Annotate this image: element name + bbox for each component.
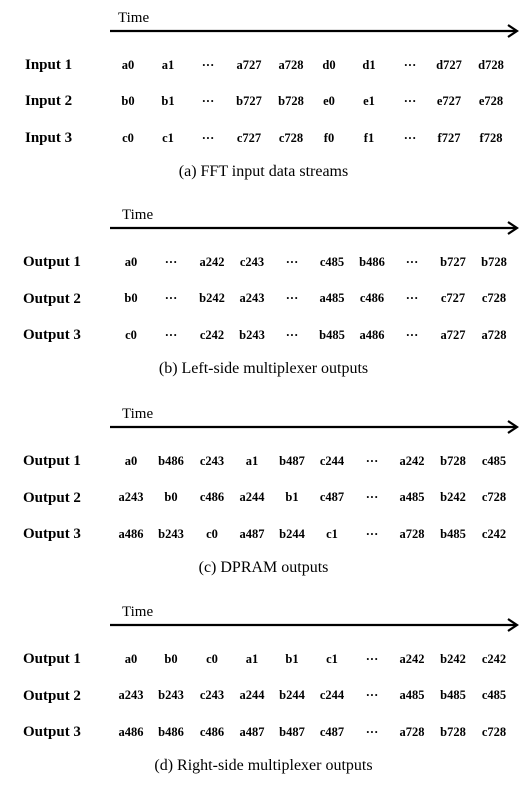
data-cell: b244 (279, 688, 305, 702)
data-cell: c728 (481, 490, 507, 504)
data-cell: a244 (239, 490, 265, 504)
data-cell: c243 (199, 454, 225, 468)
data-cell: b243 (158, 527, 184, 541)
data-cell: a485 (399, 490, 425, 504)
data-cell: b243 (158, 688, 184, 702)
ellipsis-cell: ··· (164, 255, 178, 269)
data-cell: c486 (199, 490, 225, 504)
ellipsis-cell: ··· (365, 688, 379, 702)
data-cell: c728 (481, 291, 507, 305)
data-cell: f727 (437, 131, 461, 145)
data-cell: c485 (481, 454, 507, 468)
data-cell: b1 (285, 490, 299, 504)
data-cell: a728 (399, 725, 425, 739)
data-cell: b1 (161, 94, 175, 108)
row-label: Output 1 (23, 453, 81, 469)
data-cell: e0 (323, 94, 335, 108)
data-cell: c728 (481, 725, 507, 739)
data-cell: b727 (440, 255, 466, 269)
ellipsis-cell: ··· (403, 131, 417, 145)
row-label: Output 2 (23, 291, 81, 307)
data-cell: d1 (362, 58, 376, 72)
ellipsis-cell: ··· (201, 58, 215, 72)
data-cell: b244 (279, 527, 305, 541)
time-label: Time (122, 604, 154, 620)
data-cell: b0 (164, 490, 178, 504)
ellipsis-cell: ··· (365, 527, 379, 541)
panel-caption: (d) Right-side multiplexer outputs (154, 757, 373, 774)
ellipsis-cell: ··· (365, 454, 379, 468)
panel-caption: (a) FFT input data streams (178, 163, 349, 180)
data-cell: a485 (399, 688, 425, 702)
data-cell: a0 (124, 454, 138, 468)
data-cell: a486 (118, 725, 144, 739)
data-cell: a486 (118, 527, 144, 541)
data-cell: a0 (121, 58, 135, 72)
data-cell: b485 (319, 328, 345, 342)
data-cell: a0 (124, 255, 138, 269)
row-label: Output 1 (23, 651, 81, 667)
row-label: Input 1 (25, 57, 73, 73)
data-cell: d728 (478, 58, 504, 72)
ellipsis-cell: ··· (365, 725, 379, 739)
data-cell: f1 (363, 131, 375, 145)
row-label: Output 3 (23, 327, 81, 343)
data-cell: a727 (440, 328, 466, 342)
data-cell: a1 (245, 652, 259, 666)
data-cell: c242 (481, 527, 507, 541)
data-cell: c243 (239, 255, 265, 269)
time-arrow (110, 221, 520, 235)
data-cell: b727 (236, 94, 262, 108)
ellipsis-cell: ··· (285, 328, 299, 342)
data-cell: c1 (326, 652, 338, 666)
data-cell: b487 (279, 725, 305, 739)
data-cell: b1 (285, 652, 299, 666)
data-cell: c244 (319, 454, 345, 468)
data-cell: c487 (319, 490, 345, 504)
data-cell: a486 (359, 328, 385, 342)
data-cell: a243 (239, 291, 265, 305)
ellipsis-cell: ··· (285, 291, 299, 305)
data-cell: b728 (481, 255, 507, 269)
ellipsis-cell: ··· (365, 490, 379, 504)
data-cell: b0 (124, 291, 138, 305)
row-label: Output 2 (23, 490, 81, 506)
data-cell: b486 (158, 725, 184, 739)
data-cell: c0 (206, 652, 218, 666)
data-cell: a1 (161, 58, 175, 72)
data-cell: f0 (323, 131, 335, 145)
data-cell: c0 (122, 131, 134, 145)
data-cell: b728 (440, 454, 466, 468)
panel-d (0, 594, 527, 791)
data-cell: c0 (206, 527, 218, 541)
panel-b (0, 197, 527, 394)
data-cell: c242 (481, 652, 507, 666)
data-cell: b242 (440, 490, 466, 504)
panel-c (0, 396, 527, 593)
data-cell: a0 (124, 652, 138, 666)
panel-caption: (b) Left-side multiplexer outputs (158, 360, 369, 377)
data-cell: c486 (199, 725, 225, 739)
data-cell: a243 (118, 490, 144, 504)
time-arrow (110, 24, 520, 38)
data-cell: b0 (121, 94, 135, 108)
data-cell: c728 (278, 131, 304, 145)
data-cell: a728 (278, 58, 304, 72)
data-cell: c242 (199, 328, 225, 342)
data-cell: a728 (399, 527, 425, 541)
ellipsis-cell: ··· (285, 255, 299, 269)
data-cell: b728 (278, 94, 304, 108)
data-cell: c1 (162, 131, 174, 145)
data-cell: c1 (326, 527, 338, 541)
data-cell: a242 (199, 255, 225, 269)
data-cell: a242 (399, 652, 425, 666)
data-cell: b0 (164, 652, 178, 666)
data-cell: c727 (236, 131, 262, 145)
data-cell: e1 (363, 94, 375, 108)
row-label: Input 2 (25, 93, 73, 109)
time-arrow (110, 618, 520, 632)
data-cell: b242 (199, 291, 225, 305)
data-cell: e728 (478, 94, 504, 108)
data-cell: c487 (319, 725, 345, 739)
ellipsis-cell: ··· (403, 94, 417, 108)
data-cell: c0 (125, 328, 137, 342)
ellipsis-cell: ··· (164, 291, 178, 305)
ellipsis-cell: ··· (365, 652, 379, 666)
row-label: Output 3 (23, 526, 81, 542)
data-cell: b485 (440, 527, 466, 541)
ellipsis-cell: ··· (405, 255, 419, 269)
data-cell: c485 (319, 255, 345, 269)
data-cell: a487 (239, 527, 265, 541)
data-cell: b486 (359, 255, 385, 269)
ellipsis-cell: ··· (405, 291, 419, 305)
ellipsis-cell: ··· (403, 58, 417, 72)
data-cell: c244 (319, 688, 345, 702)
row-label: Output 1 (23, 254, 81, 270)
data-cell: b242 (440, 652, 466, 666)
ellipsis-cell: ··· (164, 328, 178, 342)
data-cell: c485 (481, 688, 507, 702)
data-cell: a244 (239, 688, 265, 702)
data-cell: b487 (279, 454, 305, 468)
row-label: Output 3 (23, 724, 81, 740)
data-cell: b486 (158, 454, 184, 468)
data-cell: b243 (239, 328, 265, 342)
data-cell: f728 (479, 131, 503, 145)
ellipsis-cell: ··· (405, 328, 419, 342)
data-cell: c727 (440, 291, 466, 305)
panel-a (0, 0, 527, 197)
data-cell: a485 (319, 291, 345, 305)
data-cell: a243 (118, 688, 144, 702)
row-label: Input 3 (25, 130, 73, 146)
data-cell: a487 (239, 725, 265, 739)
data-cell: a1 (245, 454, 259, 468)
ellipsis-cell: ··· (201, 94, 215, 108)
data-cell: e727 (436, 94, 462, 108)
data-cell: a727 (236, 58, 262, 72)
time-arrow (110, 420, 520, 434)
data-cell: b485 (440, 688, 466, 702)
data-cell: c243 (199, 688, 225, 702)
data-cell: c486 (359, 291, 385, 305)
row-label: Output 2 (23, 688, 81, 704)
data-cell: b728 (440, 725, 466, 739)
data-cell: a728 (481, 328, 507, 342)
data-cell: d727 (436, 58, 462, 72)
data-cell: d0 (322, 58, 336, 72)
panel-caption: (c) DPRAM outputs (198, 559, 329, 576)
ellipsis-cell: ··· (201, 131, 215, 145)
data-cell: a242 (399, 454, 425, 468)
time-label: Time (122, 207, 154, 223)
time-label: Time (118, 10, 150, 26)
time-label: Time (122, 406, 154, 422)
